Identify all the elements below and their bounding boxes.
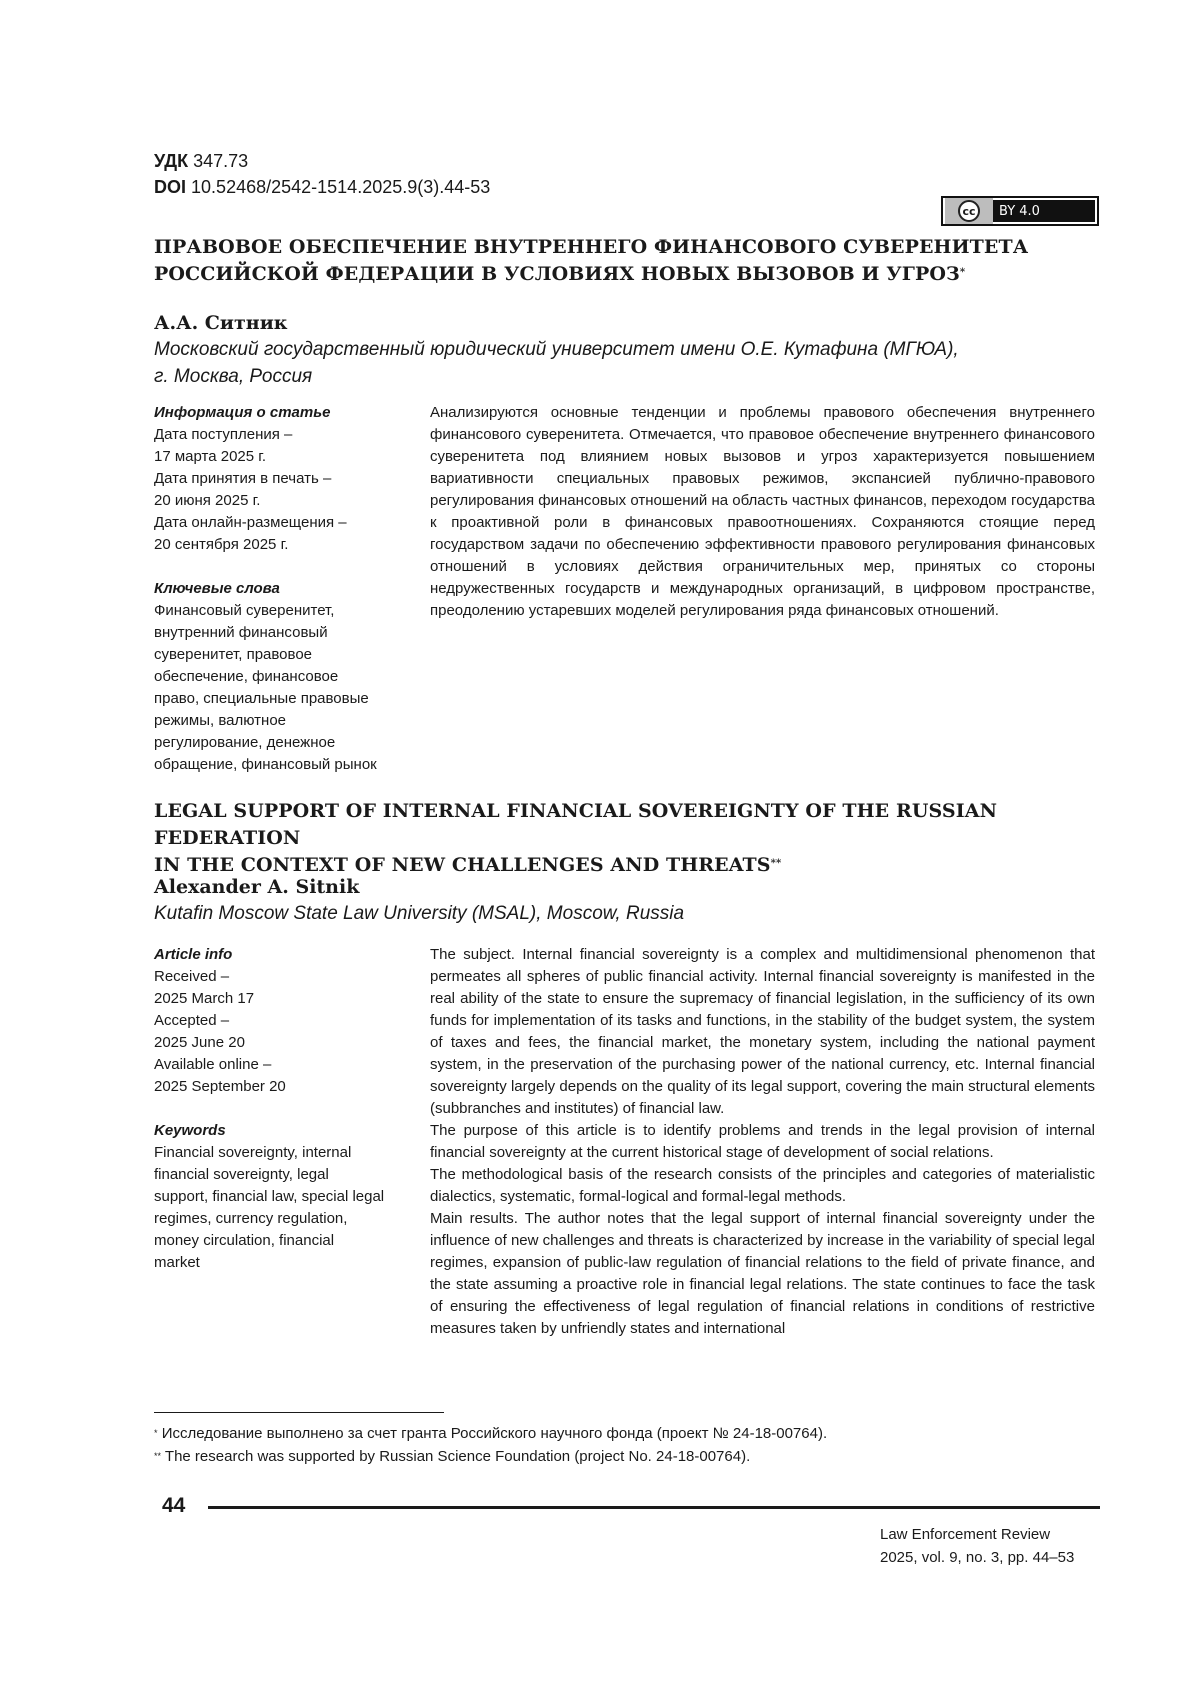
- en-info-line: Received –: [154, 966, 409, 988]
- journal-issue: 2025, vol. 9, no. 3, pp. 44–53: [880, 1546, 1074, 1569]
- ru-title-footnote-mark[interactable]: *: [960, 267, 965, 278]
- udk-line: УДК 347.73: [154, 148, 490, 174]
- ru-keyword-line: право, специальные правовые: [154, 688, 409, 710]
- ru-keyword-line: регулирование, денежное: [154, 732, 409, 754]
- ru-keyword-line: Финансовый суверенитет,: [154, 600, 409, 622]
- en-title-line-1: LEGAL SUPPORT OF INTERNAL FINANCIAL SOVEREIGNTY OF THE RUSSIAN FEDERATION: [154, 798, 1114, 852]
- en-keyword-line: support, financial law, special legal: [154, 1186, 409, 1208]
- en-keyword-line: regimes, currency regulation,: [154, 1208, 409, 1230]
- ru-keyword-line: внутренний финансовый: [154, 622, 409, 644]
- ru-info-line: Дата принятия в печать –: [154, 468, 409, 490]
- page-number: 44: [162, 1494, 185, 1518]
- ru-author: А.А. Ситник: [154, 312, 288, 334]
- footnotes: [154, 1422, 827, 1468]
- ru-keyword-line: обеспечение, финансовое: [154, 666, 409, 688]
- en-info-heading: Article info: [154, 944, 409, 966]
- en-keywords-heading: Keywords: [154, 1120, 409, 1142]
- ru-keyword-line: режимы, валютное: [154, 710, 409, 732]
- en-info-line: 2025 June 20: [154, 1032, 409, 1054]
- en-abstract-methods: The methodological basis of the research consists of the principles and categories of materialistic dialectics, systematic, formal-logical and formal-legal methods.: [430, 1164, 1095, 1208]
- article-identifiers: [154, 148, 490, 200]
- ru-title: [154, 234, 1114, 288]
- en-abstract-subject: The subject. Internal financial sovereignty is a complex and multidimensional phenomenon that permeates all spheres of public financial activity. Internal financial sovereignty is manifested in the real ability of the state to ensure the supremacy of financial legislation, in the sufficiency of its own funds for implementation of its tasks and functions, in the stability of the budget system, the system of taxes and fees, the financial market, the monetary system, including the national payment system, in the preservation of the purchasing power of the national currency, etc. Internal financial sovereignty largely depends on the quality of its legal support, covering the main structural elements (subbranches and institutes) of financial law.: [430, 944, 1095, 1120]
- en-info-line: Available online –: [154, 1054, 409, 1076]
- en-abstract-results: Main results. The author notes that the legal support of internal financial sovereignty under the influence of new challenges and threats is characterized by increase in the variability of special legal regimes, expansion of public-law regulation of financial relations to the field of private finance, and the state assuming a proactive role in financial legal relations. The state continues to face the task of ensuring the effectiveness of legal regulation of financial relations in conditions of restrictive measures taken by unfriendly states and international: [430, 1208, 1095, 1340]
- journal-name: Law Enforcement Review: [880, 1523, 1074, 1546]
- footnote-rule: [154, 1412, 444, 1413]
- footer-rule: [208, 1506, 1100, 1509]
- ru-keyword-line: суверенитет, правовое: [154, 644, 409, 666]
- footnote-ru: * Исследование выполнено за счет гранта Российского научного фонда (проект № 24-18-00764).: [154, 1422, 827, 1445]
- en-keyword-line: market: [154, 1252, 409, 1274]
- en-title-footnote-mark[interactable]: **: [771, 858, 782, 869]
- ru-sidebar: [154, 402, 409, 776]
- en-title: [154, 798, 1114, 879]
- ru-title-line-2: РОССИЙСКОЙ ФЕДЕРАЦИИ В УСЛОВИЯХ НОВЫХ ВЫЗОВОВ И УГРОЗ*: [154, 261, 1114, 288]
- en-affiliation: Kutafin Moscow State Law University (MSAL), Moscow, Russia: [154, 900, 684, 927]
- en-sidebar: [154, 944, 409, 1274]
- journal-reference: [880, 1523, 1074, 1569]
- en-keyword-line: money circulation, financial: [154, 1230, 409, 1252]
- footnote-en: ** The research was supported by Russian Science Foundation (project No. 24-18-00764).: [154, 1445, 827, 1468]
- en-abstract-purpose: The purpose of this article is to identify problems and trends in the legal provision of internal financial sovereignty at the current historical stage of development of social relations.: [430, 1120, 1095, 1164]
- en-info-line: 2025 March 17: [154, 988, 409, 1010]
- en-info-line: Accepted –: [154, 1010, 409, 1032]
- ru-info-line: Дата поступления –: [154, 424, 409, 446]
- ru-info-heading: Информация о статье: [154, 402, 409, 424]
- cc-license-badge[interactable]: [941, 196, 1099, 226]
- ru-info-line: 20 июня 2025 г.: [154, 490, 409, 512]
- ru-info-line: 20 сентября 2025 г.: [154, 534, 409, 556]
- ru-affiliation: Московский государственный юридический университет имени О.Е. Кутафина (МГЮА), г. Москва, Россия: [154, 336, 1114, 390]
- ru-title-line-1: ПРАВОВОЕ ОБЕСПЕЧЕНИЕ ВНУТРЕННЕГО ФИНАНСОВОГО СУВЕРЕНИТЕТА: [154, 234, 1114, 261]
- en-author: Alexander A. Sitnik: [154, 876, 359, 898]
- ru-abstract: Анализируются основные тенденции и проблемы правового обеспечения внутреннего финансового суверенитета. Отмечается, что правовое обеспечение внутреннего финансового суверенитета под влиянием новых вызовов и угроз характеризуется повышением вариативности специальных правовых режимов, экспансией публично-правового регулирования финансовых отношений на область частных финансов, переходом государства к проактивной роли в финансовых правоотношениях. Сохраняются стоящие перед государством задачи по обеспечению эффективности правового регулирования финансовых отношений в условиях действия ограничительных мер, принятых со стороны недружественных государств и международных организаций, в цифровом пространстве, преодолению устаревших моделей регулирования ряда финансовых отношений.: [430, 402, 1095, 622]
- en-keyword-line: Financial sovereignty, internal: [154, 1142, 409, 1164]
- cc-logo-icon: cc: [945, 198, 993, 224]
- ru-keywords-heading: Ключевые слова: [154, 578, 409, 600]
- ru-keyword-line: обращение, финансовый рынок: [154, 754, 409, 776]
- en-keyword-line: financial sovereignty, legal: [154, 1164, 409, 1186]
- ru-info-line: 17 марта 2025 г.: [154, 446, 409, 468]
- en-title-line-2: IN THE CONTEXT OF NEW CHALLENGES AND THREATS**: [154, 852, 1114, 879]
- doi-line: DOI 10.52468/2542-1514.2025.9(3).44-53: [154, 174, 490, 200]
- license-text: BY 4.0: [999, 204, 1040, 219]
- en-abstract: [430, 944, 1095, 1340]
- ru-info-line: Дата онлайн-размещения –: [154, 512, 409, 534]
- en-info-line: 2025 September 20: [154, 1076, 409, 1098]
